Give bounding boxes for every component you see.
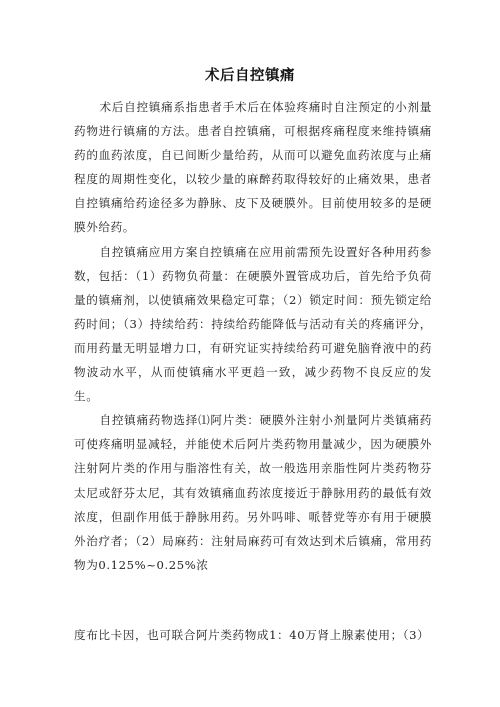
paragraph-application-scheme: 自控镇痛应用方案自控镇痛在应用前需预先设置好各种用药参数，包括：（1）药物负荷量：在硬膜外置管成功后，首先给予负荷量的镇痛剂，以使镇痛效果稳定可靠；（2）锁定时间：预先锁定给药时间；（3）持续给药：持续给药能降低与活动有关的疼痛评分，而用药量无明显增力口，有研究证实持续给药可避免脑脊液中的药物波动水平，从而使镇痛水平更趋一致，减少药物不良反应的发生。	[74, 244, 432, 404]
document-body	[74, 95, 432, 577]
document-title: 术后自控镇痛	[205, 68, 295, 84]
paragraph-drug-selection: 自控镇痛药物选择⑴阿片类：硬膜外注射小剂量阿片类镇痛药可使疼痛明显减轻，并能使术后阿片类药物用量减少，因为硬膜外注射阿片类的作用与脂溶性有关，故一般选用亲脂性阿片类药物芬太尼或舒芬太尼，其有效镇痛血药浓度接近于静脉用药的最低有效浓度，但副作用低于静脉用药。另外吗啡、哌替党等亦有用于硬膜外治疗者；（2）局麻药：注射局麻药可有效达到术后镇痛，常用药物为0.125%~0.25%浓	[74, 413, 432, 572]
paragraph-intro: 术后自控镇痛系指患者手术后在体验疼痛时自注预定的小剂量药物进行镇痛的方法。患者自控镇痛，可根据疼痛程度来维持镇痛药的血药浓度，自已间断少量给药，从而可以避免血药浓度与止痛程度的周期性变化，以较少量的麻醉药取得较好的止痛效果，患者自控镇痛给药途径多为静脉、皮下及硬膜外。目前使用较多的是硬膜外给药。	[74, 100, 432, 235]
paragraph-continuation: 度布比卡因，也可联合阿片类药物成1：40万肾上腺素使用；（3）	[74, 628, 430, 642]
